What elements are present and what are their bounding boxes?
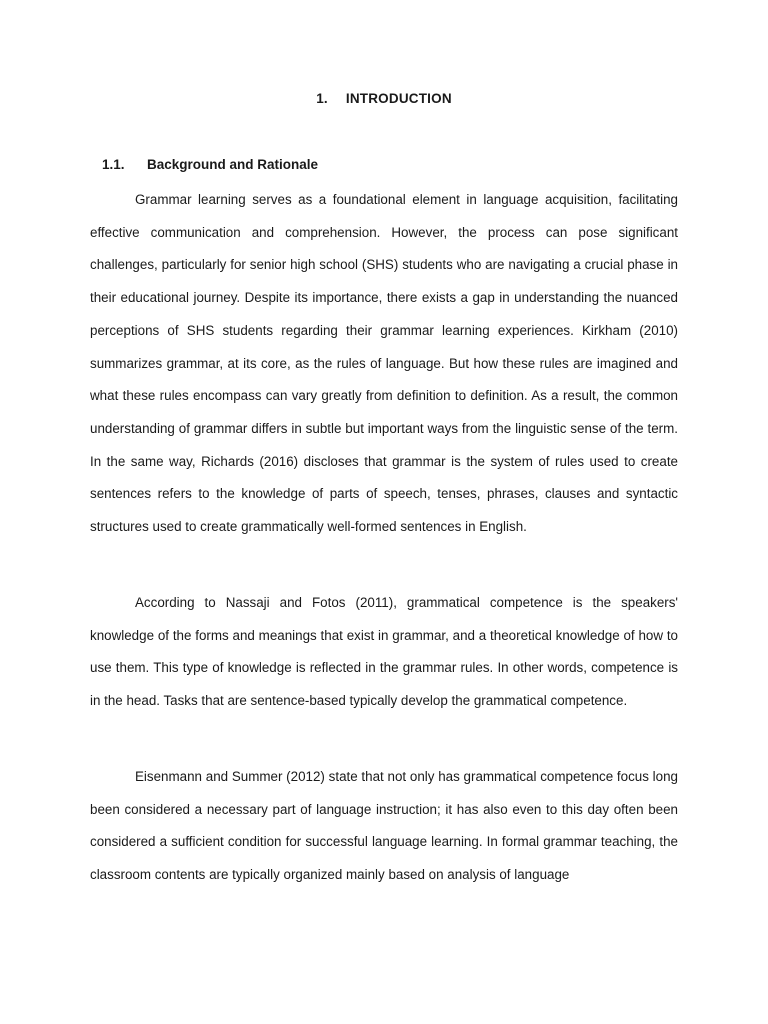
section-heading [102,157,318,172]
body-paragraph: Grammar learning serves as a foundational element in language acquisition, facilitating effective communication and comprehension. However, the process can pose significant challenges, particularly for senior high school (SHS) students who are navigating a crucial phase in their educational journey. Despite its importance, there exists a gap in understanding the nuanced perceptions of SHS students regarding their grammar learning experiences. Kirkham (2010) summarizes grammar, at its core, as the rules of language. But how these rules are imagined and what these rules encompass can vary greatly from definition to definition. As a result, the common understanding of grammar differs in subtle but important ways from the linguistic sense of the term. In the same way, Richards (2016) discloses that grammar is the system of rules used to create sentences refers to the knowledge of parts of speech, tenses, phrases, clauses and syntactic structures used to create grammatically well-formed sentences in English. [90,192,678,535]
section-title-text: Background and Rationale [147,157,319,172]
body-paragraph: Eisenmann and Summer (2012) state that not only has grammatical competence focus long been considered a necessary part of language instruction; it has also even to this day often been considered a sufficient condition for successful language learning. In formal grammar teaching, the classroom contents are typically organized mainly based on analysis of language [90,769,678,883]
chapter-title [0,91,768,106]
chapter-title-text: INTRODUCTION [345,91,452,106]
body-paragraph: According to Nassaji and Fotos (2011), grammatical competence is the speakers' knowledge of the forms and meanings that exist in grammar, and a theoretical knowledge of how to use them. This type of knowledge is reflected in the grammar rules. In other words, competence is in the head. Tasks that are sentence-based typically develop the grammatical competence. [90,595,678,709]
chapter-number: 1. [316,91,328,106]
section-number: 1.1. [102,157,125,172]
